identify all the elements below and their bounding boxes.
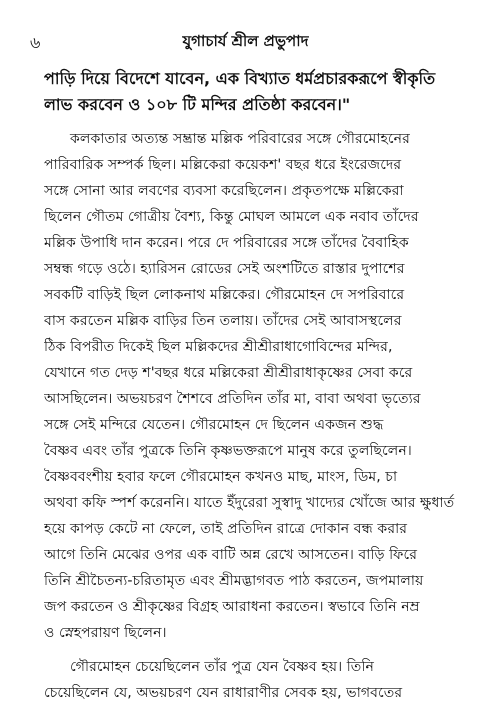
text-line: পারিবারিক সম্পর্ক ছিল। মল্লিকেরা কয়েকশ' বছর ধরে ইংরেজদের <box>44 157 402 173</box>
paragraph-1 <box>44 126 476 646</box>
text-line: বাস করতেন মল্লিক বাড়ির তিন তলায়। তাঁদের সেই আবাসস্থলের <box>44 313 402 329</box>
text-line: সঙ্গে সেই মন্দিরে যেতেন। গৌরমোহন দে ছিলেন একজন শুদ্ধ <box>44 417 384 433</box>
quote-paragraph <box>44 66 476 118</box>
page-number: ৬ <box>30 33 41 52</box>
text-line: আসছিলেন। অভয়চরণ শৈশবে প্রতিদিন তাঁর মা, বাবা অথবা ভৃত্যের <box>44 391 421 407</box>
text-line: ছিলেন গৌতম গোত্রীয় বৈশ্য, কিন্তু মোঘল আমলে এক নবাব তাঁদের <box>44 209 419 225</box>
text-line: সঙ্গে সোনা আর লবণের ব্যবসা করেছিলেন। প্রকৃতপক্ষে মল্লিকেরা <box>44 183 404 199</box>
text-line: ঠিক বিপরীত দিকেই ছিল মল্লিকদের শ্রীশ্রীরাধাগোবিন্দের মন্দির, <box>44 339 393 355</box>
text-line: আগে তিনি মেঝের ওপর এক বাটি অন্ন রেখে আসতেন। বাড়ি ফিরে <box>44 547 418 563</box>
text-line: বৈষ্ণব এবং তাঁর পুত্রকে তিনি কৃষ্ণভক্তরূপে মানুষ করে তুলছিলেন। <box>44 443 412 459</box>
text-line: গৌরমোহন চেয়েছিলেন তাঁর পুত্র যেন বৈষ্ণব হয়। তিনি <box>70 659 374 675</box>
text-line: অথবা কফি স্পর্শ করেননি। যাতে ইঁদুরেরা সুস্বাদু খাদ্যের খোঁজে আর ক্ষুধার্ত <box>44 495 455 511</box>
text-line: চেয়েছিলেন যে, অভয়চরণ যেন রাধারাণীর সেবক হয়, ভাগবতের <box>44 685 403 701</box>
text-line: সম্বন্ধ গড়ে ওঠে। হ্যারিসন রোডের সেই অংশটিতে রাস্তার দুপাশের <box>44 261 405 277</box>
text-line: ও স্নেহপরায়ণ ছিলেন। <box>44 625 167 641</box>
text-line: বৈষ্ণববংশীয় হবার ফলে গৌরমোহন কখনও মাছ, মাংস, ডিম, চা <box>44 469 398 485</box>
text-line: জপ করতেন ও শ্রীকৃষ্ণের বিগ্রহ আরাধনা করতেন। স্বভাবে তিনি নম্র <box>44 599 420 615</box>
paragraph-2 <box>44 654 476 706</box>
text-line: সবকটি বাড়িই ছিল লোকনাথ মল্লিকের। গৌরমোহন দে সপরিবারে <box>44 287 405 303</box>
text-line: পাড়ি দিয়ে বিদেশে যাবেন, এক বিখ্যাত ধর্মপ্রচারকরূপে স্বীকৃতি <box>44 69 436 88</box>
text-line: হয়ে কাপড় কেটে না ফেলে, তাই প্রতিদিন রাত্রে দোকান বন্ধ করার <box>44 521 408 537</box>
text-line: যেখানে গত দেড় শ'বছর ধরে মল্লিকেরা শ্রীশ্রীরাধাকৃষ্ণের সেবা করে <box>44 365 413 381</box>
text-line: মল্লিক উপাধি দান করেন। পরে দে পরিবারের সঙ্গে তাঁদের বৈবাহিক <box>44 235 409 251</box>
text-line: লাভ করবেন ও ১০৮ টি মন্দির প্রতিষ্ঠা করবেন।" <box>44 95 351 114</box>
running-header: যুগাচার্য শ্রীল প্রভুপাদ <box>182 32 309 50</box>
text-line: কলকাতার অত্যন্ত সম্ভ্রান্ত মল্লিক পরিবারের সঙ্গে গৌরমোহনের <box>70 131 410 147</box>
text-line: তিনি শ্রীচৈতন্য-চরিতামৃত এবং শ্রীমদ্ভাগবত পাঠ করতেন, জপমালায় <box>44 573 424 589</box>
page-body <box>44 66 476 706</box>
